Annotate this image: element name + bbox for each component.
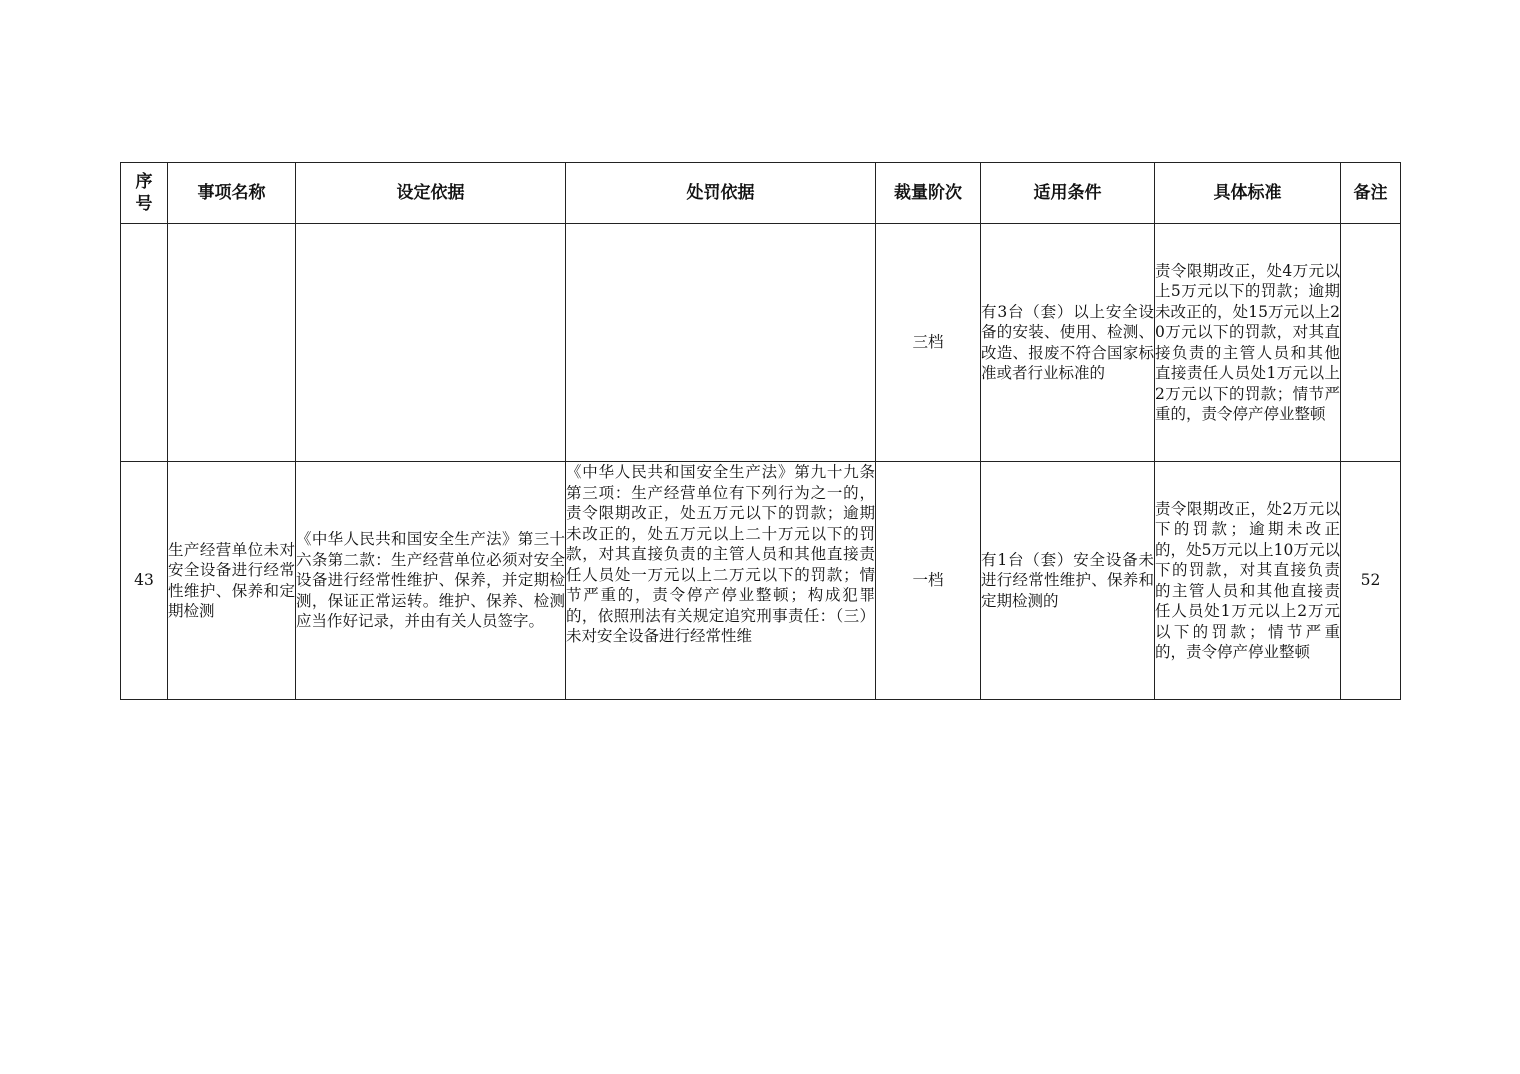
penalty-basis-text: 《中华人民共和国安全生产法》第九十九条第三项：生产经营单位有下列行为之一的，责令限期改正，处五万元以下的罚款；逾期未改正的，处五万元以上二十万元以下的罚款，对其直接负责的主管人员和其他直接责任人员处一万元以上二万元以下的罚款；情节严重的，责令停产停业整顿；构成犯罪的，依照刑法有关规定追究刑事责任：（三）未对安全设备进行经常性维	[566, 463, 875, 645]
cell-item-name: 生产经营单位未对安全设备进行经常性维护、保养和定期检测	[168, 462, 296, 700]
cell-legal-basis: 《中华人民共和国安全生产法》第三十六条第二款：生产经营单位必须对安全设备进行经常性维护、保养，并定期检测，保证正常运转。维护、保养、检测应当作好记录，并由有关人员签字。	[296, 462, 566, 700]
header-discretion-level: 裁量阶次	[876, 163, 981, 224]
cell-seq: 43	[121, 462, 168, 700]
cell-remarks: 52	[1341, 462, 1401, 700]
header-applicable-conditions: 适用条件	[981, 163, 1155, 224]
header-seq-line2: 号	[135, 194, 153, 214]
cell-remarks	[1341, 224, 1401, 462]
cell-discretion-level: 一档	[876, 462, 981, 700]
header-legal-basis: 设定依据	[296, 163, 566, 224]
cell-specific-standard: 责令限期改正，处2万元以下的罚款；逾期未改正的，处5万元以上10万元以下的罚款，对其直接负责的主管人员和其他直接责任人员处1万元以上2万元以下的罚款；情节严重的，责令停产停业整顿	[1155, 462, 1341, 700]
header-seq	[121, 163, 168, 224]
cell-discretion-level: 三档	[876, 224, 981, 462]
cell-penalty-basis	[566, 224, 876, 462]
cell-applicable-conditions: 有1台（套）安全设备未进行经常性维护、保养和定期检测的	[981, 462, 1155, 700]
header-specific-standard: 具体标准	[1155, 163, 1341, 224]
header-seq-line1: 序	[135, 172, 153, 192]
cell-seq	[121, 224, 168, 462]
cell-legal-basis	[296, 224, 566, 462]
header-remarks: 备注	[1341, 163, 1401, 224]
cell-specific-standard: 责令限期改正，处4万元以上5万元以下的罚款；逾期未改正的，处15万元以上20万元以下的罚款，对其直接负责的主管人员和其他直接责任人员处1万元以上2万元以下的罚款；情节严重的，责令停产停业整顿	[1155, 224, 1341, 462]
table-row	[121, 462, 1401, 700]
table-row	[121, 224, 1401, 462]
penalty-discretion-table	[120, 162, 1401, 700]
cell-item-name	[168, 224, 296, 462]
cell-applicable-conditions: 有3台（套）以上安全设备的安装、使用、检测、改造、报废不符合国家标准或者行业标准的	[981, 224, 1155, 462]
cell-penalty-basis	[566, 462, 876, 700]
table-header-row	[121, 163, 1401, 224]
header-item-name: 事项名称	[168, 163, 296, 224]
header-penalty-basis: 处罚依据	[566, 163, 876, 224]
